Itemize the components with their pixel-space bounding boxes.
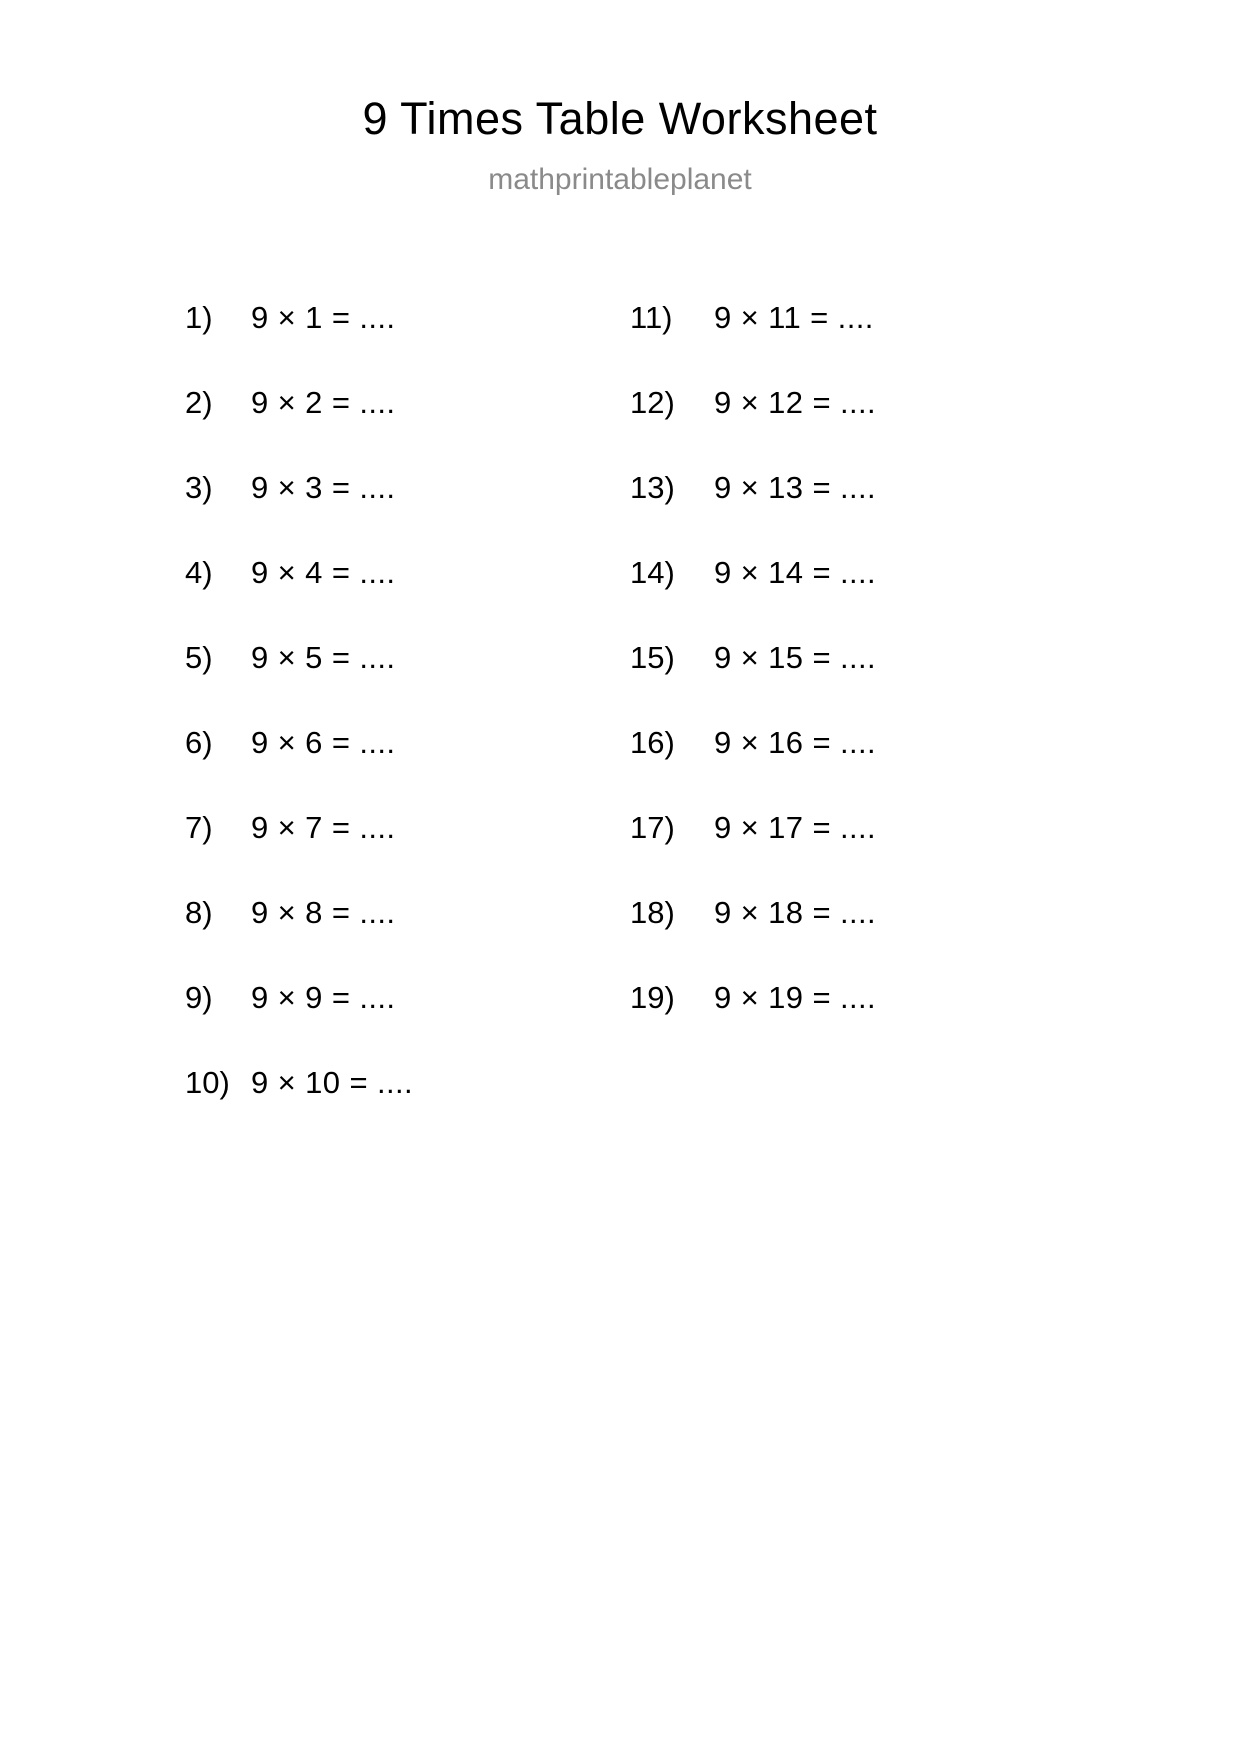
problem-item (630, 640, 1050, 725)
problem-item (630, 810, 1050, 895)
problem-expression: 9 × 9 = .... (251, 980, 396, 1015)
problem-expression: 9 × 2 = .... (251, 385, 396, 420)
problem-item (185, 980, 490, 1065)
problem-number: 6) (185, 725, 213, 760)
problem-expression: 9 × 3 = .... (251, 470, 396, 505)
problem-expression: 9 × 7 = .... (251, 810, 396, 845)
problem-number: 11) (630, 300, 673, 335)
problem-item (185, 810, 490, 895)
problem-number: 14) (630, 555, 675, 590)
problem-number: 17) (630, 810, 675, 845)
problem-expression: 9 × 11 = .... (714, 300, 874, 335)
problem-expression: 9 × 12 = .... (714, 385, 877, 420)
right-column (490, 300, 1050, 1150)
problem-expression: 9 × 13 = .... (714, 470, 877, 505)
left-column (0, 300, 490, 1150)
problem-item (185, 1065, 490, 1150)
problem-expression: 9 × 1 = .... (251, 300, 396, 335)
problem-item (185, 300, 490, 385)
problem-expression: 9 × 14 = .... (714, 555, 877, 590)
problem-number: 1) (185, 300, 213, 335)
problem-number: 18) (630, 895, 675, 930)
problem-item (630, 470, 1050, 555)
problem-number: 3) (185, 470, 213, 505)
problem-number: 2) (185, 385, 213, 420)
problem-item (185, 555, 490, 640)
problem-item (185, 895, 490, 980)
problem-item (630, 895, 1050, 980)
problem-number: 13) (630, 470, 675, 505)
problem-item (630, 980, 1050, 1065)
problem-number: 16) (630, 725, 675, 760)
page-title: 9 Times Table Worksheet (362, 93, 878, 144)
problem-item (630, 300, 1050, 385)
problem-number: 10) (185, 1065, 230, 1100)
problem-item (185, 725, 490, 810)
problem-number: 7) (185, 810, 213, 845)
problem-expression: 9 × 17 = .... (714, 810, 877, 845)
problem-item (630, 725, 1050, 810)
problem-number: 5) (185, 640, 213, 675)
problem-expression: 9 × 16 = .... (714, 725, 877, 760)
problem-expression: 9 × 19 = .... (714, 980, 877, 1015)
problem-item (185, 470, 490, 555)
problem-number: 9) (185, 980, 213, 1015)
problem-expression: 9 × 18 = .... (714, 895, 877, 930)
problem-item (185, 385, 490, 470)
problem-number: 19) (630, 980, 675, 1015)
problem-expression: 9 × 6 = .... (251, 725, 396, 760)
problem-expression: 9 × 10 = .... (251, 1065, 414, 1100)
problem-expression: 9 × 5 = .... (251, 640, 396, 675)
page-subtitle: mathprintableplanet (488, 163, 752, 196)
problem-number: 15) (630, 640, 675, 675)
problem-item (185, 640, 490, 725)
problem-item (630, 555, 1050, 640)
problem-number: 4) (185, 555, 213, 590)
problem-item (630, 385, 1050, 470)
problem-expression: 9 × 8 = .... (251, 895, 396, 930)
problem-number: 8) (185, 895, 213, 930)
problem-number: 12) (630, 385, 675, 420)
problem-expression: 9 × 4 = .... (251, 555, 396, 590)
problem-expression: 9 × 15 = .... (714, 640, 877, 675)
problem-list (0, 300, 1240, 1150)
